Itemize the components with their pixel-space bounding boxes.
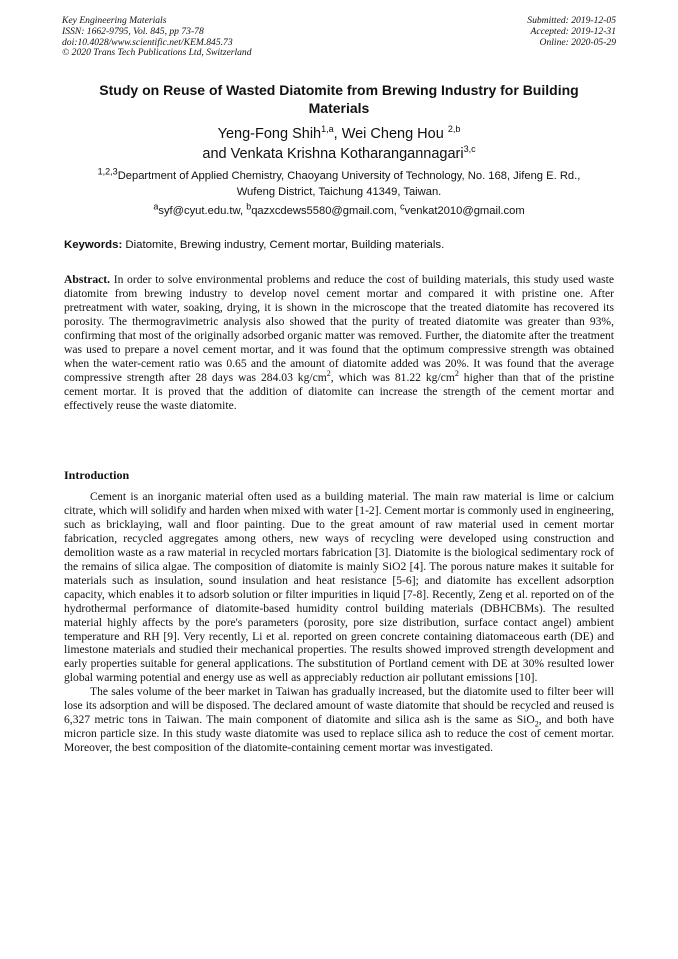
submitted-date: Submitted: 2019-12-05 xyxy=(527,15,616,26)
email-c: venkat2010@gmail.com xyxy=(404,205,525,217)
keywords xyxy=(64,237,616,253)
author-2: Wei Cheng Hou xyxy=(341,126,444,142)
intro-paragraph-1: Cement is an inorganic material often used as a building material. The main raw material is lime or calcium citrate, which will solidify and harden when mixed with water [1-2]. Cement mortar is commonly used in engineering, such as bricklaying, wall and floor painting. Due to the great amount of raw material used in cement mortar fabrication, recycled aggregates among others, new ways of recycling were developed using construction and demolition waste as a raw material in recycled mortars fabrication [3]. Diatomite is the biological sedimentary rock of the remains of silica algae. The composition of diatomite is mainly SiO2 [4]. The porous nature makes it suitable for materials such as insulation, sound insulation and heat resistance [5-6]; and diatomite has excellent adsorption capacity, which enables it to adsorb solution or filter impurities in liquid [7-8]. Recently, Zeng et al. reported on of the hydrothermal performance of diatomite-based humidity control building materials (DBHCBMs). The resulted material highly affects by the pore's parameters (porosity, pore size distribution, surface contact angel) ambient temperature and RH [9]. Very recently, Li et al. reported on green concrete containing diatomaceous earth (DE) and limestone materials and studied their mechanical properties. The results showed improved strength development and early properties suitable for general applications. The substitution of Portland cement with DE at 30% resulted lower global warming potential and energy use as well as appreciably reduction air pollutant emissions [10]. xyxy=(64,490,614,685)
journal-name: Key Engineering Materials xyxy=(62,15,167,26)
accepted-date: Accepted: 2019-12-31 xyxy=(530,25,616,37)
author-3: Venkata Krishna Kotharangannagari xyxy=(230,146,464,162)
online-date: Online: 2020-05-29 xyxy=(539,36,616,48)
copyright-line: © 2020 Trans Tech Publications Ltd, Switzerland xyxy=(62,47,252,59)
journal-info xyxy=(62,16,252,59)
abstract-label: Abstract. xyxy=(64,273,111,286)
introduction-body xyxy=(64,490,614,755)
abstract: Abstract. In order to solve environmental problems and reduce the cost of building materials, this study used waste diatomite from brewing industry to develop novel cement mortar and compared it with pristine one. After pretreatment with water, soaking, drying, it is shown in the microscope that the treated diatomite has recovered its porosity. The thermogravimetric analysis also showed that the purity of treated diatomite was greater than 93%, confirming that most of the originally adsorbed organic matter was removed. Further, the diatomite after the treatment was used to prepare a novel cement mortar, and it was found that the optimum compressive strength was obtained when the water-cement ratio was 0.65 and the amount of diatomite added was 20%. It was found that the average compressive strength after 28 days was 284.03 $kg/cm^2$, which was 81.22 $kg/cm^2$ higher than that of the pristine cement mortar. It is proved that the addition of diatomite can increase the strength of the cement mortar and effectively reuse the waste diatomite. xyxy=(64,273,615,412)
affiliation: $^{1,2,3}$Department of Applied Chemistry, Chaoyang University of Technology, No. 168, Jifeng E. Rd., Wufeng District, Taichung 41349, Taiwan. xyxy=(97,166,581,198)
keywords-label: Keywords: xyxy=(64,239,123,251)
email-a: syf@cyut.edu.tw, xyxy=(158,205,247,217)
intro-paragraph-2: The sales volume of the beer market in Taiwan has gradually increased, but the diatomite used to filter beer will lose its adsorption and will be disposed. The declared amount of waste diatomite that should be recycled and reused is 6,327 metric tons in Taiwan. The main component of diatomite and silica ash is the same as SiO$_2$, and both have micron particle size. In this study waste diatomite was used to replace silica ash to reduce the cost of cement mortar. Moreover, the best composition of the diatomite-containing cement mortar was investigated. xyxy=(64,685,614,755)
email-b: qazxcdews5580@gmail.com, xyxy=(251,205,400,217)
author-1: Yeng-Fong Shih xyxy=(217,126,322,142)
dates-info xyxy=(527,16,616,48)
author-emails: $^a$syf@cyut.edu.tw, $^b$qazxcdews5580@gmail.com, $^c$venkat2010@gmail.com xyxy=(153,201,525,217)
author-list: Yeng-Fong Shih$^{1,a}$, Wei Cheng Hou $^{2,b}$ and Venkata Krishna Kotharangannagari$^{3,c}$ xyxy=(202,124,476,162)
section-heading-introduction: Introduction xyxy=(64,468,130,482)
doi-line: doi:10.4028/www.scientific.net/KEM.845.73 xyxy=(62,36,233,48)
keywords-text: Diatomite, Brewing industry, Cement mortar, Building materials. xyxy=(122,239,445,251)
paper-title: Study on Reuse of Wasted Diatomite from Brewing Industry for Building Materials xyxy=(99,82,579,116)
issn-line: ISSN: 1662-9795, Vol. 845, pp 73-78 xyxy=(62,25,204,37)
